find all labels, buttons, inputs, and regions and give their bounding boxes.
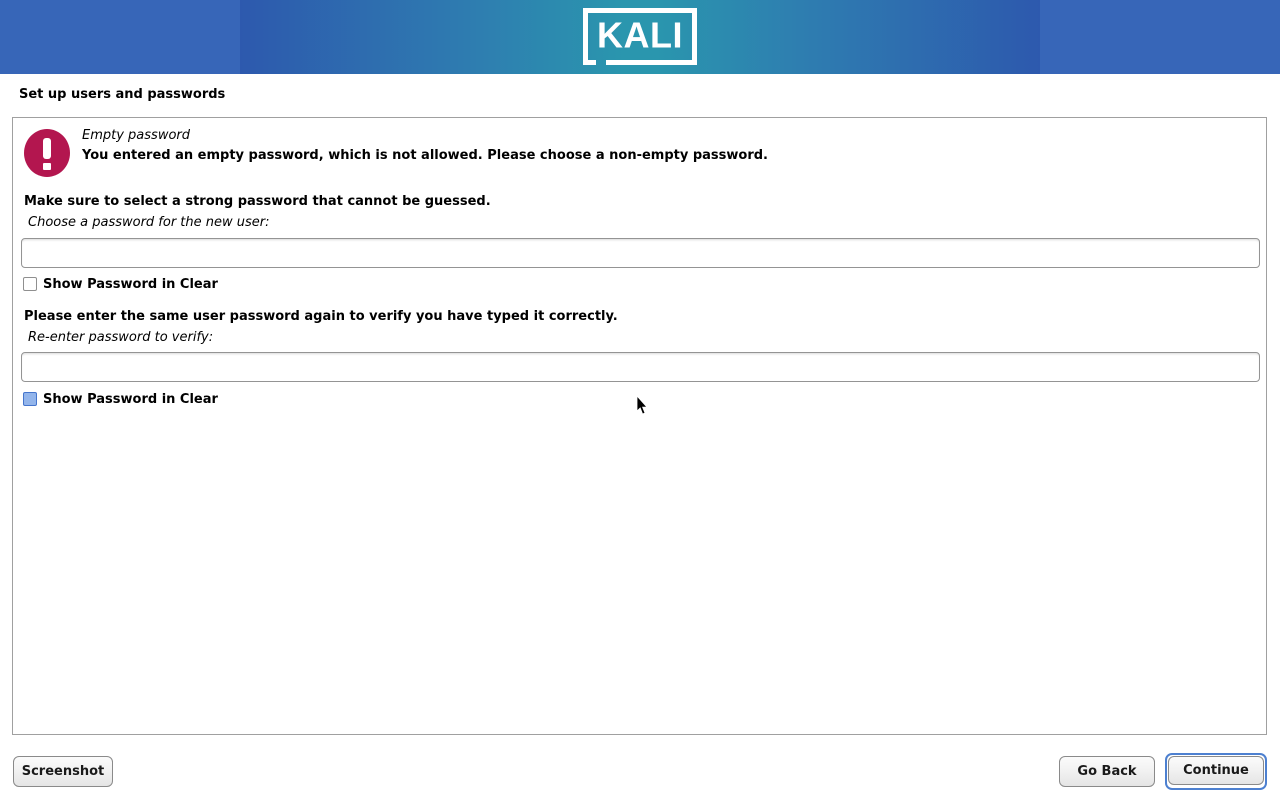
continue-button-focus-ring — [1165, 753, 1267, 790]
kali-logo — [583, 8, 697, 65]
show-password-checkbox-row-2[interactable] — [23, 391, 218, 407]
content-panel — [12, 117, 1267, 735]
error-exclamation-icon — [24, 129, 70, 177]
error-message: You entered an empty password, which is not allowed. Please choose a non-empty password. — [82, 148, 768, 163]
password-heading: Make sure to select a strong password that cannot be guessed. — [24, 194, 491, 209]
error-title: Empty password — [82, 128, 190, 143]
verify-password-input[interactable] — [21, 352, 1260, 382]
password-input[interactable] — [21, 238, 1260, 268]
continue-button[interactable]: Continue — [1168, 756, 1264, 785]
show-password-checkbox-label-2[interactable]: Show Password in Clear — [43, 391, 218, 407]
kali-logo-text: KALI — [597, 14, 683, 56]
verify-heading: Please enter the same user password again to verify you have typed it correctly. — [24, 309, 618, 324]
top-banner — [0, 0, 1280, 74]
show-password-checkbox-label-1[interactable]: Show Password in Clear — [43, 276, 218, 292]
banner-gradient — [240, 0, 1040, 74]
go-back-button[interactable]: Go Back — [1059, 756, 1155, 787]
password-label: Choose a password for the new user: — [28, 215, 270, 230]
show-password-checkbox-2[interactable] — [23, 392, 37, 406]
verify-label: Re-enter password to verify: — [28, 330, 214, 345]
page-title: Set up users and passwords — [19, 87, 226, 102]
show-password-checkbox-row-1[interactable] — [23, 276, 218, 292]
show-password-checkbox-1[interactable] — [23, 277, 37, 291]
screenshot-button[interactable]: Screenshot — [13, 756, 113, 787]
